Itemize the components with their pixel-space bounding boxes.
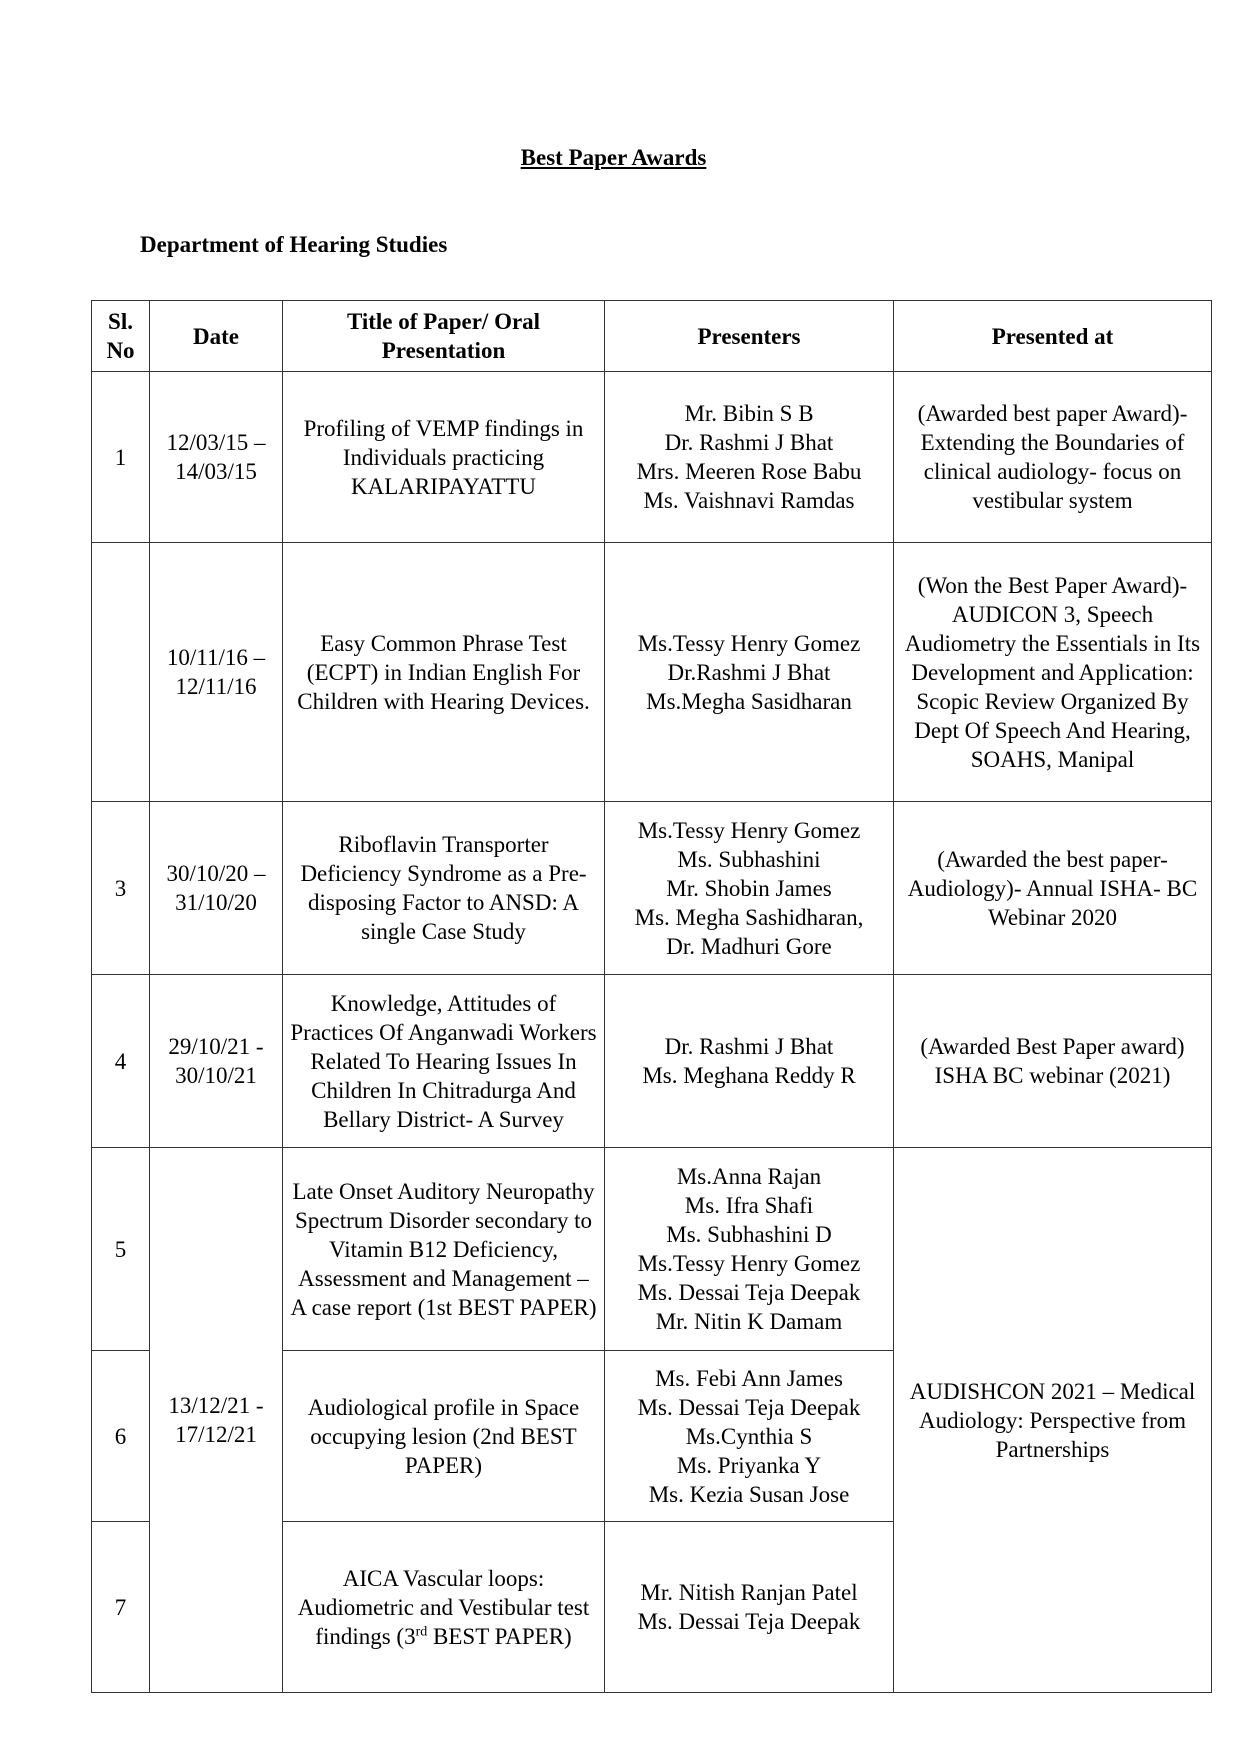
- presenter: Ms. Subhashini D: [666, 1222, 832, 1247]
- table-header-row: [92, 301, 1212, 372]
- presenter: Mr. Bibin S B: [684, 401, 814, 426]
- cell-presented-at: (Won the Best Paper Award)-AUDICON 3, Speech Audiometry the Essentials in Its Development and Application: Scopic Review Organized By Dept Of Speech And Hearing, SOAHS, Manipal: [894, 543, 1212, 802]
- cell-presented-at: (Awarded the best paper- Audiology)- Annual ISHA- BC Webinar 2020: [894, 802, 1212, 975]
- cell-presenters: [605, 1522, 894, 1693]
- cell-sl: 4: [92, 975, 150, 1148]
- table-row: [92, 975, 1212, 1148]
- cell-sl: 1: [92, 372, 150, 543]
- cell-presenters: [605, 802, 894, 975]
- presenter: Ms. Ifra Shafi: [684, 1193, 814, 1218]
- header-sl-no: Sl. No: [92, 301, 150, 372]
- cell-title: Profiling of VEMP findings in Individuals practicing KALARIPAYATTU: [283, 372, 605, 543]
- cell-date: 10/11/16 – 12/11/16: [150, 543, 283, 802]
- awards-table: [91, 300, 1212, 1693]
- cell-presenters: [605, 1351, 894, 1522]
- presenter: Ms. Dessai Teja Deepak: [637, 1394, 861, 1420]
- cell-presented-at: (Awarded Best Paper award) ISHA BC webinar (2021): [894, 975, 1212, 1148]
- presenter: Mr. Nitish Ranjan Patel: [640, 1580, 858, 1605]
- presenter: Dr. Rashmi J Bhat: [664, 1034, 834, 1059]
- cell-title: Audiological profile in Space occupying lesion (2nd BEST PAPER): [283, 1351, 605, 1522]
- presenter: Mr. Shobin James: [666, 875, 832, 901]
- header-presenters: Presenters: [605, 301, 894, 372]
- presenter: Ms.Megha Sasidharan: [646, 688, 852, 714]
- cell-presented-at: (Awarded best paper Award)-Extending the Boundaries of clinical audiology- focus on vestibular system: [894, 372, 1212, 543]
- cell-title: Easy Common Phrase Test (ECPT) in Indian English For Children with Hearing Devices.: [283, 543, 605, 802]
- presenter: Ms. Vaishnavi Ramdas: [643, 488, 855, 513]
- presenter: Ms.Tessy Henry Gomez: [637, 1251, 861, 1276]
- presenter: Ms. Dessai Teja Deepak: [637, 1280, 861, 1305]
- table-row: [92, 1148, 1212, 1351]
- cell-sl: 6: [92, 1351, 150, 1522]
- table-row: [92, 543, 1212, 802]
- table-row: [92, 372, 1212, 543]
- cell-presented-at-merged: AUDISHCON 2021 – Medical Audiology: Perspective from Partnerships: [894, 1148, 1212, 1693]
- header-date: Date: [150, 301, 283, 372]
- department-heading: Department of Hearing Studies: [140, 232, 448, 257]
- page-title: Best Paper Awards: [520, 145, 707, 170]
- cell-title: Late Onset Auditory Neuropathy Spectrum Disorder secondary to Vitamin B12 Deficiency, Assessment and Management – A case report (1st BEST PAPER): [283, 1148, 605, 1351]
- header-title: Title of Paper/ Oral Presentation: [283, 301, 605, 372]
- presenter: Ms.Anna Rajan: [676, 1164, 822, 1189]
- cell-presenters: [605, 543, 894, 802]
- cell-date: 12/03/15 – 14/03/15: [150, 372, 283, 543]
- presenter: Ms. Dessai Teja Deepak: [637, 1609, 861, 1634]
- presenter: Ms. Priyanka Y: [676, 1452, 822, 1478]
- cell-sl: [92, 543, 150, 802]
- presenter: Ms.Tessy Henry Gomez: [637, 817, 861, 843]
- presenter: Ms. Meghana Reddy R: [642, 1063, 856, 1088]
- cell-presenters: [605, 1148, 894, 1351]
- presenter: Ms.Tessy Henry Gomez: [637, 630, 861, 656]
- presenter: Ms. Subhashini: [677, 846, 821, 872]
- presenter: Mrs. Meeren Rose Babu: [636, 459, 862, 484]
- cell-title: Knowledge, Attitudes of Practices Of Anganwadi Workers Related To Hearing Issues In Children In Chitradurga And Bellary District- A Survey: [283, 975, 605, 1148]
- presenter: Ms. Febi Ann James: [655, 1365, 843, 1391]
- presenter: Dr. Rashmi J Bhat: [664, 430, 834, 455]
- cell-sl: 3: [92, 802, 150, 975]
- cell-sl: 5: [92, 1148, 150, 1351]
- presenter: Ms.Cynthia S: [685, 1423, 813, 1449]
- presenter: Ms. Kezia Susan Jose: [648, 1481, 850, 1507]
- cell-date: 29/10/21 - 30/10/21: [150, 975, 283, 1148]
- presenter: Ms. Megha Sashidharan,: [634, 904, 864, 930]
- cell-date-merged: 13/12/21 - 17/12/21: [150, 1148, 283, 1693]
- cell-presenters: [605, 975, 894, 1148]
- cell-date: 30/10/20 – 31/10/20: [150, 802, 283, 975]
- presenter: Mr. Nitin K Damam: [655, 1309, 843, 1334]
- cell-sl: 7: [92, 1522, 150, 1693]
- cell-title: Riboflavin Transporter Deficiency Syndrome as a Pre-disposing Factor to ANSD: A single Case Study: [283, 802, 605, 975]
- cell-title: AICA Vascular loops: Audiometric and Vestibular test findings (3rd BEST PAPER): [283, 1522, 605, 1693]
- table-row: [92, 802, 1212, 975]
- cell-presenters: [605, 372, 894, 543]
- presenter: Dr.Rashmi J Bhat: [667, 659, 831, 685]
- header-presented-at: Presented at: [894, 301, 1212, 372]
- presenter: Dr. Madhuri Gore: [666, 933, 832, 959]
